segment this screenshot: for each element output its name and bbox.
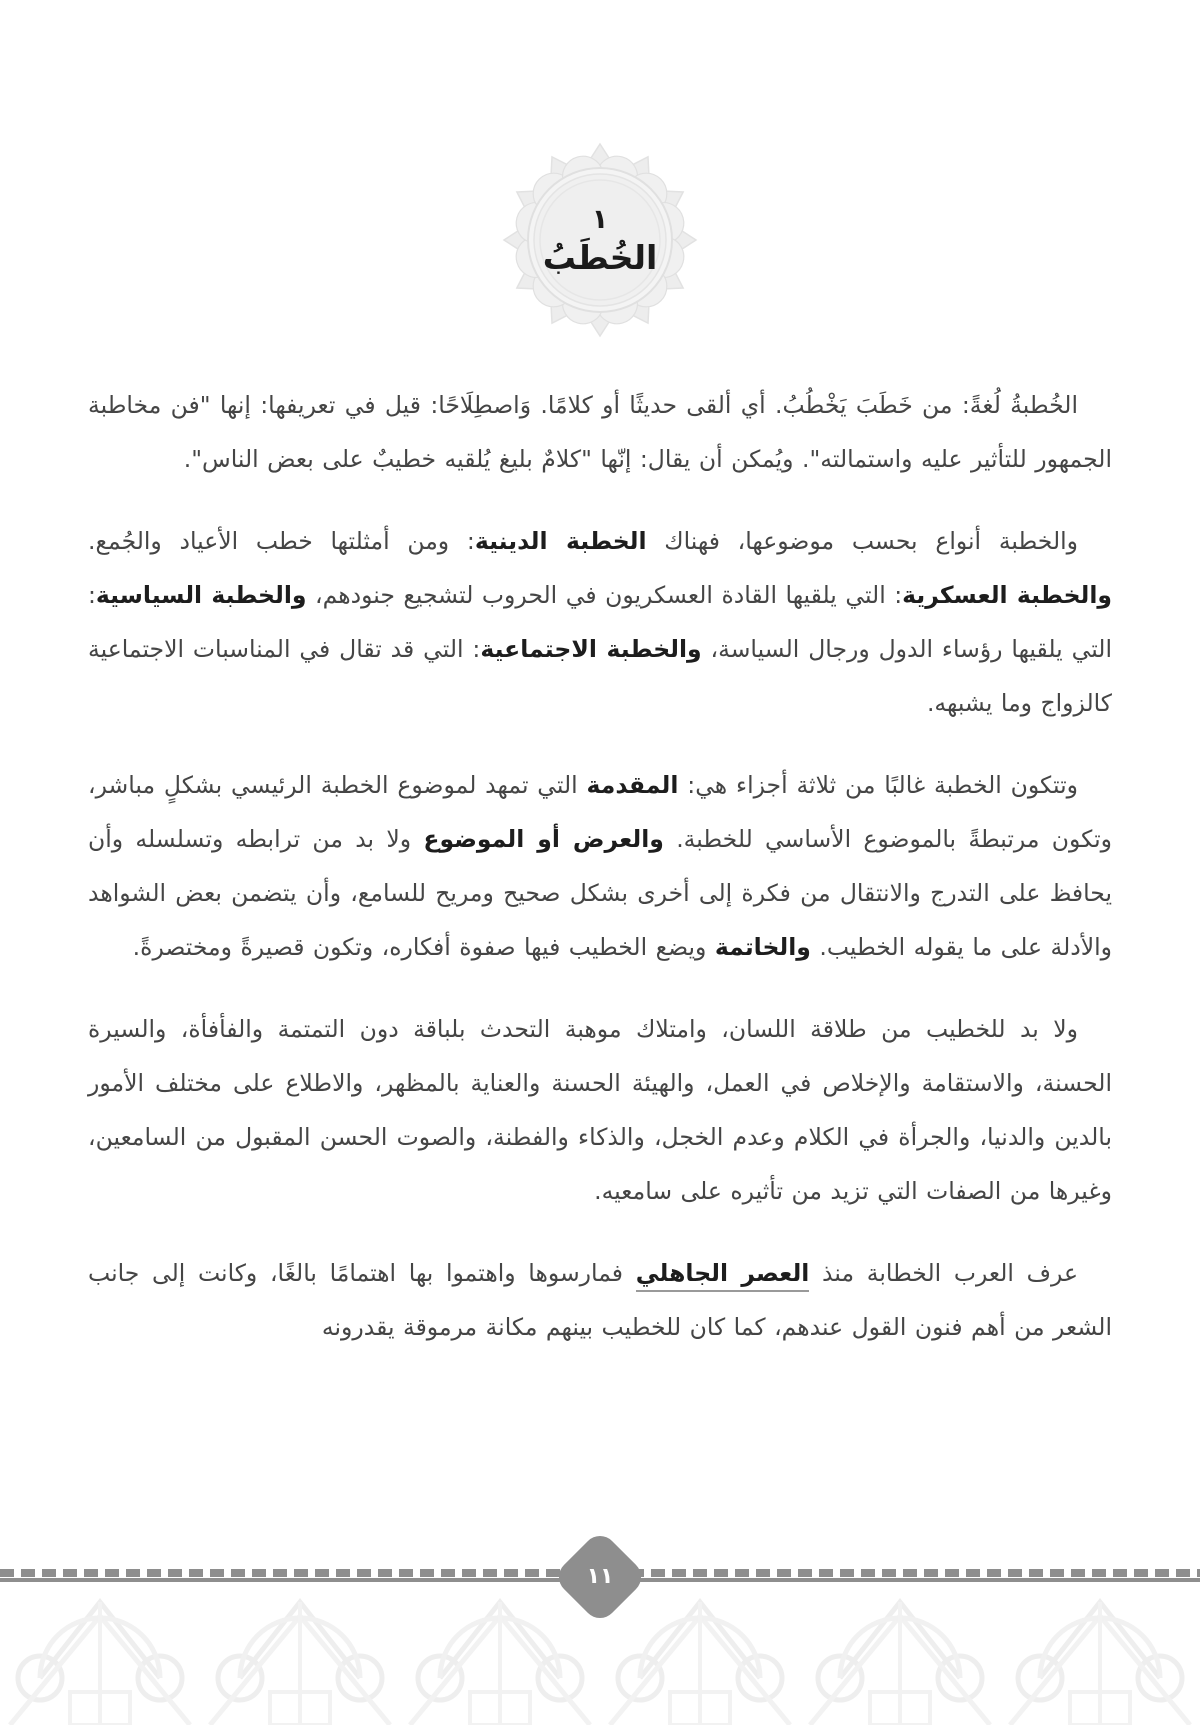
diamond-badge-icon: [566, 1543, 634, 1611]
text-run: : ومن أمثلتها خطب الأعياد والجُمع.: [88, 527, 475, 555]
text-run: ويضع الخطيب فيها صفوة أفكاره، وتكون قصيرةً ومختصرةً.: [132, 933, 715, 961]
emphasis-term: المقدمة: [586, 771, 679, 799]
text-run: والخطبة أنواع بحسب موضوعها، فهناك: [646, 527, 1078, 555]
paragraph-p1: [88, 378, 1112, 486]
text-run: التي تمهد لموضوع الخطبة الرئيسي بشكلٍ مباشر، وتكون مرتبطةً بالموضوع الأساسي للخطبة.: [88, 771, 1112, 853]
text-run: فمارسوها واهتموا بها اهتمامًا بالغًا، وكانت إلى جانب الشعر من أهم فنون القول عندهم، كما كان للخطيب بينهم مكانة مرموقة يقدرونه: [88, 1259, 1112, 1341]
underlined-term: العصر الجاهلي: [636, 1259, 810, 1292]
page-footer: [0, 1505, 1200, 1725]
text-run: : التي يلقيها القادة العسكريون في الحروب لتشجيع جنودهم،: [306, 581, 903, 609]
chapter-heading: [0, 140, 1200, 340]
emphasis-term: والخطبة العسكرية: [902, 581, 1112, 609]
chapter-number: ١: [591, 203, 609, 235]
paragraph-p3: [88, 758, 1112, 974]
rosette-medallion-icon: [500, 140, 700, 340]
paragraph-p2: [88, 514, 1112, 730]
text-run: : التي قد تقال في المناسبات الاجتماعية كالزواج وما يشبهه.: [88, 635, 1112, 717]
emphasis-term: والخطبة السياسية: [95, 581, 307, 609]
emphasis-term: والخطبة الاجتماعية: [480, 635, 702, 663]
chapter-title: الخُطَبُ: [542, 237, 658, 277]
emphasis-term: والعرض أو الموضوع: [423, 825, 664, 853]
emphasis-term: والخاتمة: [714, 933, 811, 961]
paragraph-p5: [88, 1246, 1112, 1354]
text-run: : التي يلقيها رؤساء الدول ورجال السياسة،: [88, 581, 1112, 663]
page-number: ١١: [586, 1564, 614, 1589]
text-run: ولا بد من ترابطه وتسلسله وأن يحافظ على التدرج والانتقال من فكرة إلى أخرى بشكل صحيح ومريح للسامع، وأن يتضمن بعض الشواهد والأدلة على ما يقوله الخطيب.: [88, 825, 1112, 961]
text-run: عرف العرب الخطابة منذ: [809, 1259, 1078, 1287]
paragraph-p4: [88, 1002, 1112, 1218]
text-run: ولا بد للخطيب من طلاقة اللسان، وامتلاك موهبة التحدث بلباقة دون التمتمة والفأفأة، والسيرة الحسنة، والاستقامة والإخلاص في العمل، والهيئة الحسنة والعناية بالمظهر، والاطلاع على مختلف الأمور بالدين والدنيا، والجرأة في الكلام وعدم الخجل، والذكاء والفطنة، والصوت الحسن المقبول من السامعين، وغيرها من الصفات التي تزيد من تأثيره على سامعيه.: [88, 1015, 1112, 1205]
text-run: وتتكون الخطبة غالبًا من ثلاثة أجزاء هي:: [678, 771, 1078, 799]
text-run: الخُطبةُ لُغةً: من خَطَبَ يَخْطُبُ. أي ألقى حديثًا أو كلامًا. وَاصطِلَاحًا: قيل في تعريفها: إنها "فن مخاطبة الجمهور للتأثير عليه واستمالته". ويُمكن أن يقال: إنّها "كلامٌ بليغ يُلقيه خطيبٌ على بعض الناس".: [88, 391, 1112, 473]
emphasis-term: الخطبة الدينية: [474, 527, 647, 555]
article-body: [88, 378, 1112, 1354]
